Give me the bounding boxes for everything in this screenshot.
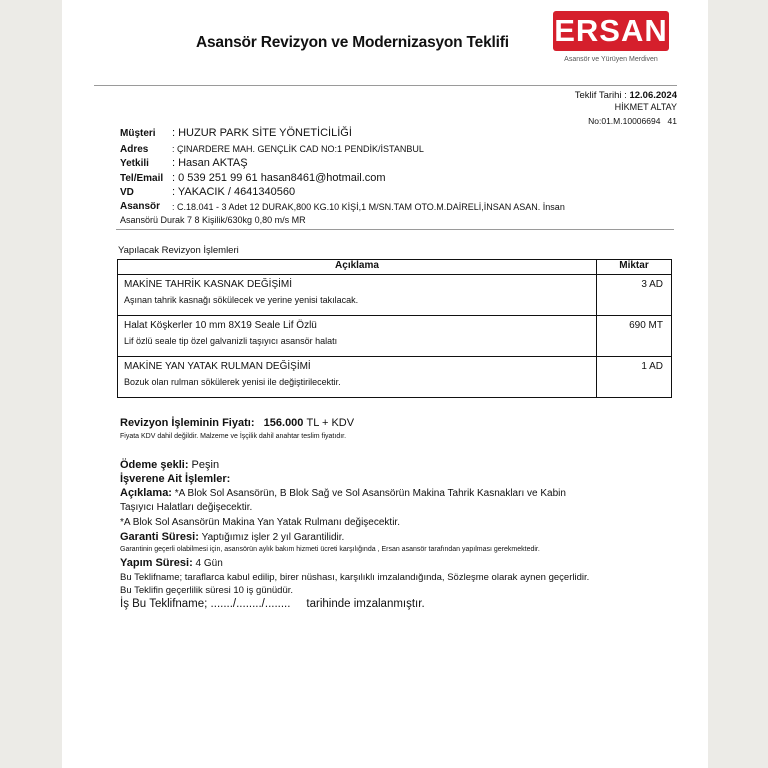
row-text: Lif özlü seale tip özel galvanizli taşıyıcı asansör halatı <box>124 336 338 346</box>
info-divider <box>116 229 674 230</box>
offer-validity-line1: Bu Teklifname; taraflarca kabul edilip, birer nüshası, karşılıklı imzalandığında, Sözleşme olarak aynen geçerlidir. <box>120 572 590 583</box>
signature-line: İş Bu Teklifname; ......./......../........ tarihinde imzalanmıştır. <box>120 598 425 610</box>
contact-name: HİKMET ALTAY <box>614 102 677 112</box>
address-label: Adres <box>120 144 149 155</box>
payment-label: Ödeme şekli: <box>120 459 189 471</box>
price-suffix: TL + KDV <box>306 417 355 429</box>
construction-time-label: Yapım Süresi: <box>120 557 193 569</box>
description-label: Açıklama: <box>120 487 172 499</box>
row-quantity: 3 AD <box>597 275 672 316</box>
row-quantity: 690 MT <box>597 316 672 357</box>
construction-time-line <box>120 557 223 569</box>
elevator-label: Asansör <box>120 201 161 212</box>
logo-text: ERSAN <box>554 13 668 48</box>
warranty-value: Yaptığımız işler 2 yıl Garantilidir. <box>201 532 345 543</box>
customer-label: Müşteri <box>120 128 156 139</box>
offer-number-label: No:01.M.10006694 <box>588 116 661 126</box>
elevator-value-line1: : C.18.041 - 3 Adet 12 DURAK,800 KG.10 KİŞİ,1 M/SN.TAM OTO.M.DAİRELİ,İNSAN ASAN. İnsan <box>172 202 565 212</box>
table-row <box>118 275 672 316</box>
row-title: Halat Köşkerler 10 mm 8X19 Seale Lif Özlü <box>124 320 317 331</box>
offer-number <box>588 116 677 126</box>
price-label: Revizyon İşleminin Fiyatı: <box>120 417 255 429</box>
row-text: Aşınan tahrik kasnağı sökülecek ve yerine yenisi takılacak. <box>124 295 359 305</box>
row-quantity: 1 AD <box>597 357 672 398</box>
warranty-note: Garantinin geçerli olabilmesi için, asansörün aylık bakım hizmeti ücreti karşılığında , Ersan asansör tarafından yapılması gerekmektedir. <box>120 546 540 553</box>
payment-value: Peşin <box>191 459 220 471</box>
employer-duties-line <box>120 473 230 485</box>
revision-section-title: Yapılacak Revizyon İşlemleri <box>118 245 239 256</box>
employer-duties-label: İşverene Ait İşlemler: <box>120 473 231 485</box>
tel-email-value: : 0 539 251 99 61 hasan8461@hotmail.com <box>172 172 386 184</box>
offer-date-label: Teklif Tarihi : <box>574 90 627 101</box>
warranty-line <box>120 531 344 543</box>
column-header-description: Açıklama <box>118 260 597 275</box>
description-line3: *A Blok Sol Asansörün Makina Yan Yatak Rulmanı değişecektir. <box>120 517 400 528</box>
document-page <box>62 0 708 768</box>
offer-date-value: 12.06.2024 <box>629 90 677 101</box>
offer-number-suffix: 41 <box>667 116 677 126</box>
tax-office-value: : YAKACIK / 4641340560 <box>172 186 296 198</box>
revision-table <box>117 259 672 398</box>
authorized-value: : Hasan AKTAŞ <box>172 157 248 169</box>
address-value: : ÇINARDERE MAH. GENÇLİK CAD NO:1 PENDİK/İSTANBUL <box>172 144 424 154</box>
row-title: MAKİNE YAN YATAK RULMAN DEĞİŞİMİ <box>124 361 311 372</box>
table-header-row <box>118 260 672 275</box>
row-description <box>118 275 597 316</box>
logo-subtitle: Asansör ve Yürüyen Merdiven <box>564 56 658 63</box>
description-line1: *A Blok Sol Asansörün, B Blok Sağ ve Sol Asansörün Makina Tahrik Kasnakları ve Kabin <box>174 488 566 499</box>
price-note: Fiyata KDV dahil değildir. Malzeme ve İşçilik dahil anahtar teslim fiyatıdır. <box>120 433 347 440</box>
table-row <box>118 316 672 357</box>
authorized-label: Yetkili <box>120 158 149 169</box>
elevator-value-line2: Asansörü Durak 7 8 Kişilik/630kg 0,80 m/s MR <box>120 215 306 225</box>
price-line <box>120 417 354 429</box>
table-row <box>118 357 672 398</box>
column-header-quantity: Miktar <box>597 260 672 275</box>
tax-office-label: VD <box>120 187 134 198</box>
payment-line <box>120 459 219 471</box>
customer-value: : HUZUR PARK SİTE YÖNETİCİLİĞİ <box>172 127 352 139</box>
offer-date <box>575 90 677 101</box>
ersan-logo <box>553 11 669 51</box>
offer-validity-line2: Bu Teklifin geçerlilik süresi 10 iş günüdür. <box>120 585 294 596</box>
warranty-label: Garanti Süresi: <box>120 531 199 543</box>
row-description <box>118 316 597 357</box>
row-text: Bozuk olan rulman sökülerek yenisi ile değiştirilecektir. <box>124 377 341 387</box>
row-title: MAKİNE TAHRİK KASNAK DEĞİŞİMİ <box>124 279 292 290</box>
tel-email-label: Tel/Email <box>120 173 164 184</box>
row-description <box>118 357 597 398</box>
header-divider <box>94 85 677 86</box>
description-line <box>120 487 566 499</box>
document-title: Asansör Revizyon ve Modernizasyon Teklifi <box>196 34 509 51</box>
description-line2: Taşıyıcı Halatları değişecektir. <box>120 502 253 513</box>
price-value: 156.000 <box>263 417 304 429</box>
construction-time-value: 4 Gün <box>195 558 223 569</box>
